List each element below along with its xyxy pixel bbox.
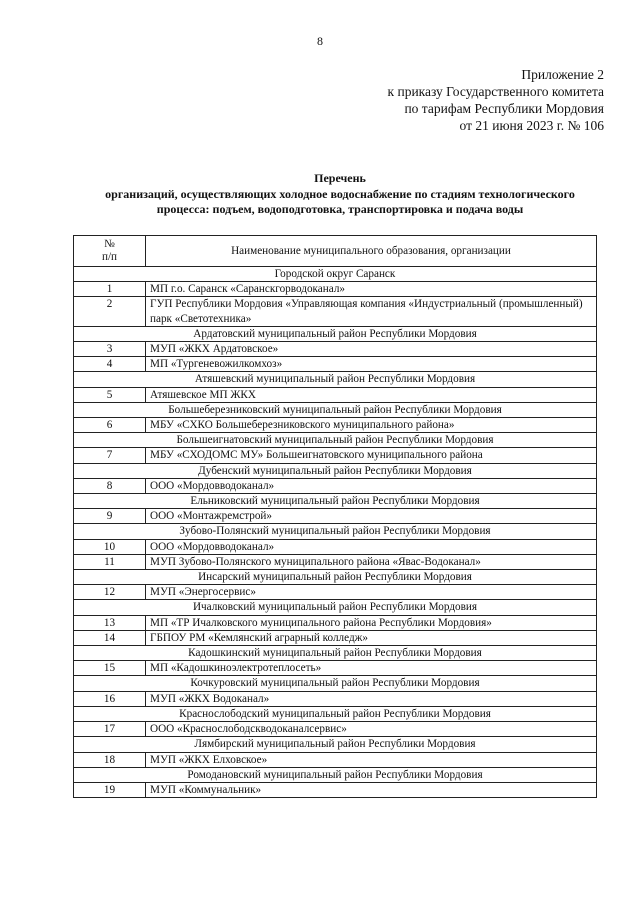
row-number: 14	[74, 630, 146, 645]
organization-name: ООО «Мордовводоканал»	[146, 478, 597, 493]
group-row	[74, 767, 597, 782]
organization-name: МБУ «СХКО Большеберезниковского муниципального района»	[146, 418, 597, 433]
title-line: процесса: подъем, водоподготовка, транспортировка и подача воды	[156, 202, 524, 216]
header-num-symbol: №	[104, 238, 115, 250]
appendix-block	[388, 66, 604, 134]
organizations-table	[73, 235, 597, 798]
table-row	[74, 554, 597, 569]
organization-name: ООО «Краснослободскводоканалсервис»	[146, 722, 597, 737]
organization-name: МП г.о. Саранск «Саранскгорводоканал»	[146, 282, 597, 297]
row-number: 8	[74, 478, 146, 493]
group-name: Кочкуровский муниципальный район Республики Мордовия	[74, 676, 597, 691]
group-name: Краснослободский муниципальный район Республики Мордовия	[74, 706, 597, 721]
organization-name: МУП «ЖКХ Елховское»	[146, 752, 597, 767]
table-row	[74, 782, 597, 797]
organization-name: МП «Тургеневожилкомхоз»	[146, 357, 597, 372]
organization-name: ООО «Мордовводоканал»	[146, 539, 597, 554]
organization-name: МУП «Энергосервис»	[146, 585, 597, 600]
table-row	[74, 387, 597, 402]
organization-name: МУП Зубово-Полянского муниципального района «Явас-Водоканал»	[146, 554, 597, 569]
row-number: 4	[74, 357, 146, 372]
table-row	[74, 357, 597, 372]
table-row	[74, 509, 597, 524]
row-number: 3	[74, 342, 146, 357]
organization-name: МП «ТР Ичалковского муниципального района Республики Мордовия»	[146, 615, 597, 630]
group-name: Ардатовский муниципальный район Республики Мордовия	[74, 326, 597, 341]
table-row	[74, 661, 597, 676]
group-row	[74, 326, 597, 341]
table-row	[74, 297, 597, 326]
organization-name: МУП «ЖКХ Водоканал»	[146, 691, 597, 706]
row-number: 7	[74, 448, 146, 463]
row-number: 12	[74, 585, 146, 600]
group-name: Большеберезниковский муниципальный район Республики Мордовия	[74, 402, 597, 417]
group-name: Кадошкинский муниципальный район Республики Мордовия	[74, 646, 597, 661]
group-name: Атяшевский муниципальный район Республики Мордовия	[74, 372, 597, 387]
group-name: Дубенский муниципальный район Республики Мордовия	[74, 463, 597, 478]
group-row	[74, 372, 597, 387]
group-row	[74, 570, 597, 585]
table-row	[74, 615, 597, 630]
group-row	[74, 494, 597, 509]
row-number: 10	[74, 539, 146, 554]
organization-name: МУП «ЖКХ Ардатовское»	[146, 342, 597, 357]
table-row	[74, 691, 597, 706]
column-header-number	[74, 236, 146, 267]
group-row	[74, 402, 597, 417]
table-row	[74, 342, 597, 357]
group-row	[74, 463, 597, 478]
group-name: Инсарский муниципальный район Республики Мордовия	[74, 570, 597, 585]
group-row	[74, 433, 597, 448]
table-row	[74, 539, 597, 554]
appendix-line: от 21 июня 2023 г. № 106	[459, 118, 604, 133]
table-row	[74, 448, 597, 463]
group-row	[74, 267, 597, 282]
group-row	[74, 524, 597, 539]
organization-name: Атяшевское МП ЖКХ	[146, 387, 597, 402]
organization-name: МУП «Коммунальник»	[146, 782, 597, 797]
row-number: 16	[74, 691, 146, 706]
group-row	[74, 600, 597, 615]
group-row	[74, 706, 597, 721]
title-line: Перечень	[314, 171, 366, 185]
group-name: Зубово-Полянский муниципальный район Республики Мордовия	[74, 524, 597, 539]
organization-name: ГУП Республики Мордовия «Управляющая компания «Индустриальный (промышленный) парк «Светотехника»	[146, 297, 597, 326]
group-name: Ичалковский муниципальный район Республики Мордовия	[74, 600, 597, 615]
row-number: 15	[74, 661, 146, 676]
table-row	[74, 630, 597, 645]
appendix-line: к приказу Государственного комитета	[387, 84, 604, 99]
row-number: 6	[74, 418, 146, 433]
organization-name: МБУ «СХОДОМС МУ» Большеигнатовского муниципального района	[146, 448, 597, 463]
organization-name: ООО «Монтажремстрой»	[146, 509, 597, 524]
row-number: 18	[74, 752, 146, 767]
row-number: 9	[74, 509, 146, 524]
title-line: организаций, осуществляющих холодное водоснабжение по стадиям технологического	[105, 186, 575, 201]
table-row	[74, 585, 597, 600]
group-row	[74, 676, 597, 691]
table-header-row	[74, 236, 597, 267]
row-number: 17	[74, 722, 146, 737]
row-number: 13	[74, 615, 146, 630]
group-name: Большеигнатовский муниципальный район Республики Мордовия	[74, 433, 597, 448]
table-row	[74, 478, 597, 493]
page-number: 8	[317, 34, 323, 48]
table-body	[74, 267, 597, 798]
column-header-name: Наименование муниципального образования, организации	[146, 236, 597, 267]
table-row	[74, 752, 597, 767]
group-row	[74, 737, 597, 752]
table-row	[74, 722, 597, 737]
group-name: Ромодановский муниципальный район Республики Мордовия	[74, 767, 597, 782]
row-number: 11	[74, 554, 146, 569]
organization-name: ГБПОУ РМ «Кемлянский аграрный колледж»	[146, 630, 597, 645]
row-number: 1	[74, 282, 146, 297]
group-name: Лямбирский муниципальный район Республики Мордовия	[74, 737, 597, 752]
row-number: 19	[74, 782, 146, 797]
header-num-label: п/п	[101, 251, 118, 263]
table-row	[74, 282, 597, 297]
document-title	[60, 171, 620, 218]
organization-name: МП «Кадошкиноэлектротеплосеть»	[146, 661, 597, 676]
row-number: 2	[74, 297, 146, 326]
group-row	[74, 646, 597, 661]
group-name: Ельниковский муниципальный район Республики Мордовия	[74, 494, 597, 509]
appendix-line: по тарифам Республики Мордовия	[404, 101, 604, 116]
row-number: 5	[74, 387, 146, 402]
appendix-line: Приложение 2	[521, 67, 604, 82]
group-name: Городской округ Саранск	[74, 267, 597, 282]
table-row	[74, 418, 597, 433]
